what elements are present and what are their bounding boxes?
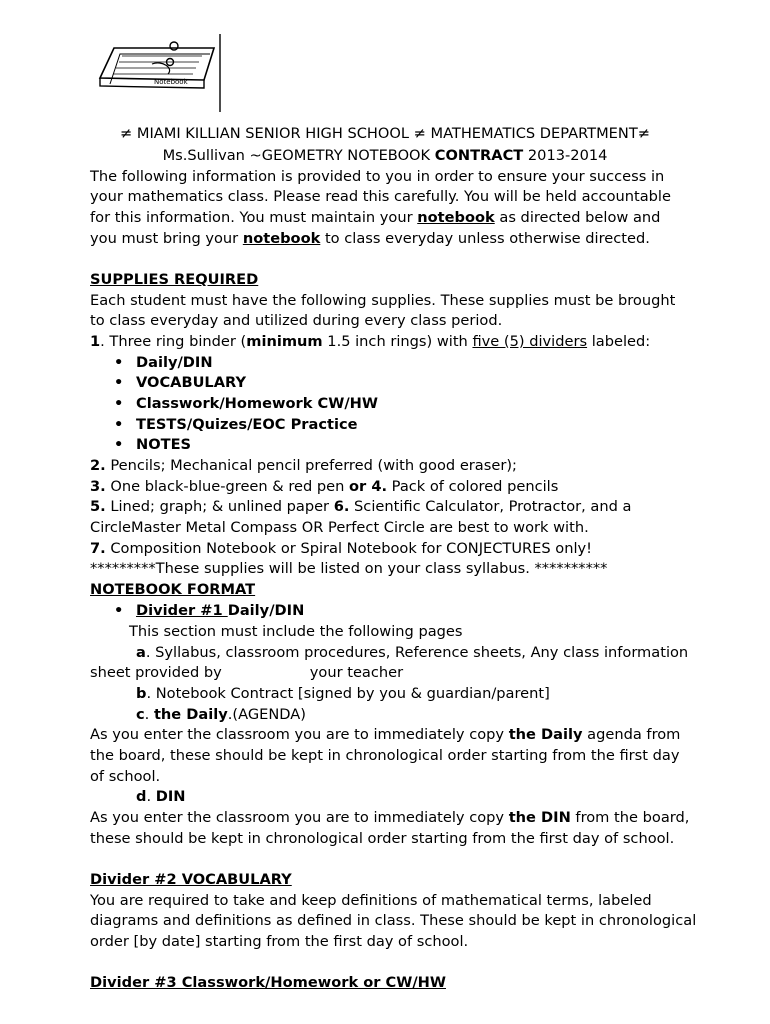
- divider-1-heading: • Divider #1 Daily/DIN: [114, 602, 305, 619]
- item-c-para-2: the board, these should be kept in chronological order starting from the first day: [90, 747, 680, 764]
- supplies-para-2: to class everyday and utilized during every class period.: [90, 312, 503, 329]
- supply-item-2: 2. Pencils; Mechanical pencil preferred (with good eraser);: [90, 457, 517, 474]
- item-b: b. Notebook Contract [signed by you & guardian/parent]: [136, 685, 550, 702]
- item-c-para-3: of school.: [90, 768, 161, 785]
- svg-text:Notebook: Notebook: [154, 78, 188, 86]
- supplies-heading: SUPPLIES REQUIRED: [90, 271, 259, 288]
- divider-list-item: • TESTS/Quizes/EOC Practice: [114, 416, 358, 433]
- department-title: ≠ MIAMI KILLIAN SENIOR HIGH SCHOOL ≠ MATHEMATICS DEPARTMENT≠: [120, 125, 650, 142]
- supply-item-7: 7. Composition Notebook or Spiral Notebook for CONJECTURES only!: [90, 540, 593, 557]
- supply-item-3-4: 3. One black-blue-green & red pen or 4. Pack of colored pencils: [90, 478, 559, 495]
- divider-3-heading: Divider #3 Classwork/Homework or CW/HW: [90, 974, 446, 991]
- format-heading: NOTEBOOK FORMAT: [90, 581, 256, 598]
- intro-line-2: your mathematics class. Please read this carefully. You will be held accountable: [90, 188, 671, 205]
- item-d-para-2: these should be kept in chronological order starting from the first day of school.: [90, 830, 675, 847]
- item-c: c. the Daily.(AGENDA): [136, 706, 306, 723]
- divider-list-item: • Classwork/Homework CW/HW: [114, 395, 378, 412]
- item-d: d. DIN: [136, 788, 186, 805]
- notebook-logo: [92, 34, 226, 114]
- divider-2-para-1: You are required to take and keep definitions of mathematical terms, labeled: [90, 892, 652, 909]
- supply-item-6-cont: CircleMaster Metal Compass OR Perfect Circle are best to work with.: [90, 519, 589, 536]
- supplies-note: *********These supplies will be listed on your class syllabus. **********: [90, 560, 608, 577]
- contract-title: Ms.Sullivan ~GEOMETRY NOTEBOOK CONTRACT 2013-2014: [162, 147, 608, 164]
- item-d-para-1: As you enter the classroom you are to immediately copy the DIN from the board,: [90, 809, 690, 826]
- item-a-cont: sheet provided by your teacher: [90, 664, 404, 681]
- divider-2-para-2: diagrams and definitions as defined in class. These should be kept in chronological: [90, 912, 697, 929]
- divider-list-item: • Daily/DIN: [114, 354, 213, 371]
- supply-item-5-6: 5. Lined; graph; & unlined paper 6. Scientific Calculator, Protractor, and a: [90, 498, 632, 515]
- divider-list-item: • NOTES: [114, 436, 192, 453]
- supply-item-1: 1. Three ring binder (minimum 1.5 inch rings) with five (5) dividers labeled:: [90, 333, 651, 350]
- divider-2-heading: Divider #2 VOCABULARY: [90, 871, 292, 888]
- intro-line-3: for this information. You must maintain your notebook as directed below and: [90, 209, 661, 226]
- intro-line-4: you must bring your notebook to class everyday unless otherwise directed.: [90, 230, 650, 247]
- item-c-para-1: As you enter the classroom you are to immediately copy the Daily agenda from: [90, 726, 681, 743]
- intro-line-1: The following information is provided to you in order to ensure your success in: [90, 168, 665, 185]
- divider-2-para-3: order [by date] starting from the first day of school.: [90, 933, 469, 950]
- supplies-para-1: Each student must have the following supplies. These supplies must be brought: [90, 292, 676, 309]
- divider-1-intro: This section must include the following pages: [129, 623, 463, 640]
- divider-list-item: • VOCABULARY: [114, 374, 247, 391]
- item-a: a. Syllabus, classroom procedures, Reference sheets, Any class information: [136, 644, 689, 661]
